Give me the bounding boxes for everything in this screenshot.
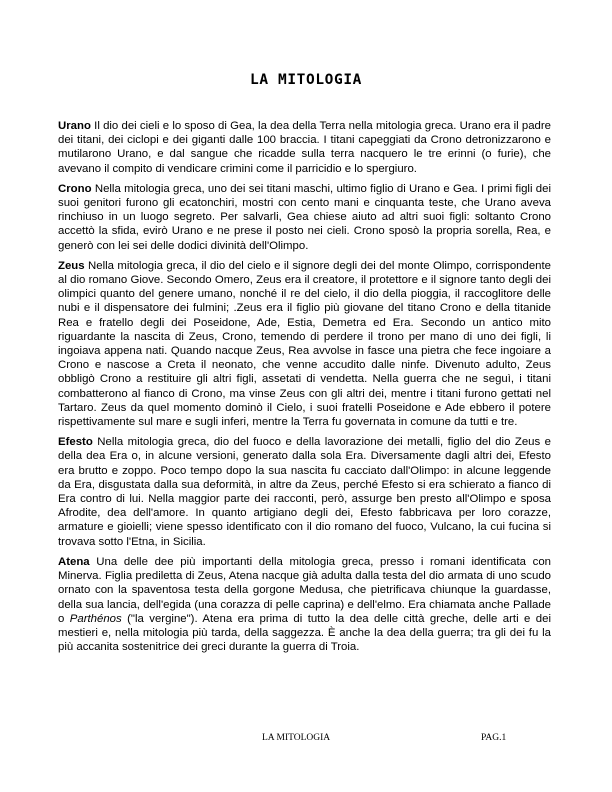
term-urano: Urano	[58, 120, 91, 132]
text-atena-part2: ("la vergine"). Atena era prima di tutto la dea delle città greche, delle arti e dei mestieri e, nella mitologia più tarda, della saggezza. È anche la dea della guerra; tra gli dei fu la più accanita sostenitrice dei greci durante la guerra di Troia.	[58, 612, 551, 654]
paragraph-atena	[58, 555, 551, 654]
paragraph-zeus	[58, 259, 551, 429]
term-efesto: Efesto	[58, 436, 93, 449]
term-atena: Atena	[58, 555, 90, 568]
paragraph-urano	[58, 119, 551, 176]
footer-page-number: PAG.1	[481, 733, 507, 743]
text-zeus: Nella mitologia greca, il dio del cielo e il signore degli dei del monte Olimpo, corrispondente al dio romano Giove. Secondo Omero, Zeus era il creatore, il protettore e il signore tanto degli dei olimpici quanto del genere umano, nonché il re del cielo, il dio della pioggia, il raccoglitore delle nubi e il dispensatore dei fulmini; .Zeus era il figlio più giovane del titano Crono e della titanide Rea e fratello degli dei Poseidone, Ade, Estia, Demetra ed Era. Secondo un antico mito riguardante la nascita di Zeus, Crono, temendo di perdere il trono per mano di uno dei figli, li ingoiava appena nati. Quando nacque Zeus, Rea avvolse in fasce una pietra che fece ingoiare a Crono e nascose a Creta il neonato, che venne accudito dalle ninfe. Divenuto adulto, Zeus obbligò Crono a restituire gli altri figli, assetati di vendetta. Nella guerra che ne seguì, i titani combatterono al fianco di Crono, ma vinse Zeus con gli altri dei, mentre i titani furono gettati nel Tartaro. Zeus da quel momento dominò il Cielo, i suoi fratelli Poseidone e Ade ebbero il potere rispettivamente sul mare e sugli inferi, mentre la Terra fu governata in comune da tutti e tre.	[58, 259, 551, 429]
text-urano: Il dio dei cieli e lo sposo di Gea, la dea della Terra nella mitologia greca. Urano era il padre dei titani, dei ciclopi e dei giganti dalle 100 braccia. I titani capeggiati da Crono detronizzarono e mutilarono Urano, e dal sangue che ricadde sulla terra nacquero le tre erinni (o furie), che avevano il compito di vendicare crimini come il parricidio e lo spergiuro.	[58, 120, 551, 175]
paragraph-crono	[58, 182, 551, 253]
page-title: LA MITOLOGIA	[250, 72, 362, 88]
text-crono: Nella mitologia greca, uno dei sei titani maschi, ultimo figlio di Urano e Gea. I primi figli dei suoi genitori furono gli ecatonchiri, mostri con cento mani e cinquanta teste, che Urano aveva rinchiuso in un luogo segreto. Per salvarli, Gea chiese aiuto ad altri suoi figli: soltanto Crono accettò la sfida, evirò Urano e ne prese il posto nei cieli. Crono sposò la propria sorella, Rea, e generò con lei sei delle dodici divinità dell'Olimpo.	[58, 182, 551, 252]
footer-title: LA MITOLOGIA	[262, 733, 331, 743]
text-atena-italic: Parthénos	[69, 612, 122, 625]
text-efesto: Nella mitologia greca, dio del fuoco e della lavorazione dei metalli, figlio del dio Zeus e della dea Era o, in alcune versioni, generato dalla sola Era. Diversamente dagli altri dei, Efesto era brutto e zoppo. Poco tempo dopo la sua nascita fu cacciato dall'Olimpo: in alcune leggende da Era, disgustata dalla sua deformità, in altre da Zeus, perché Efesto si era schierato a fianco di Era contro di lui. Nella maggior parte dei racconti, però, assurge ben presto all'Olimpo e sposa Afrodite, dea dell'amore. In quanto artigiano degli dei, Efesto fabbricava per loro corazze, armature e gioielli; viene spesso identificato con il dio romano del fuoco, Vulcano, la cui fucina si trovava sotto l'Etna, in Sicilia.	[58, 436, 551, 548]
term-zeus: Zeus	[58, 259, 85, 272]
document-body	[58, 119, 551, 660]
paragraph-efesto	[58, 435, 551, 549]
term-crono: Crono	[58, 182, 92, 195]
text-atena-part1: Una delle dee più importanti della mitologia greca, presso i romani identificata con Minerva. Figlia prediletta di Zeus, Atena nacque già adulta dalla testa del dio armata di uno scudo ornato con la spaventosa testa della gorgone Medusa, che pietrificava chiunque la guardasse, della sua lancia, dell'egida (una corazza di pelle caprina) e dell'elmo. Era chiamata anche Pallade o	[58, 555, 551, 625]
